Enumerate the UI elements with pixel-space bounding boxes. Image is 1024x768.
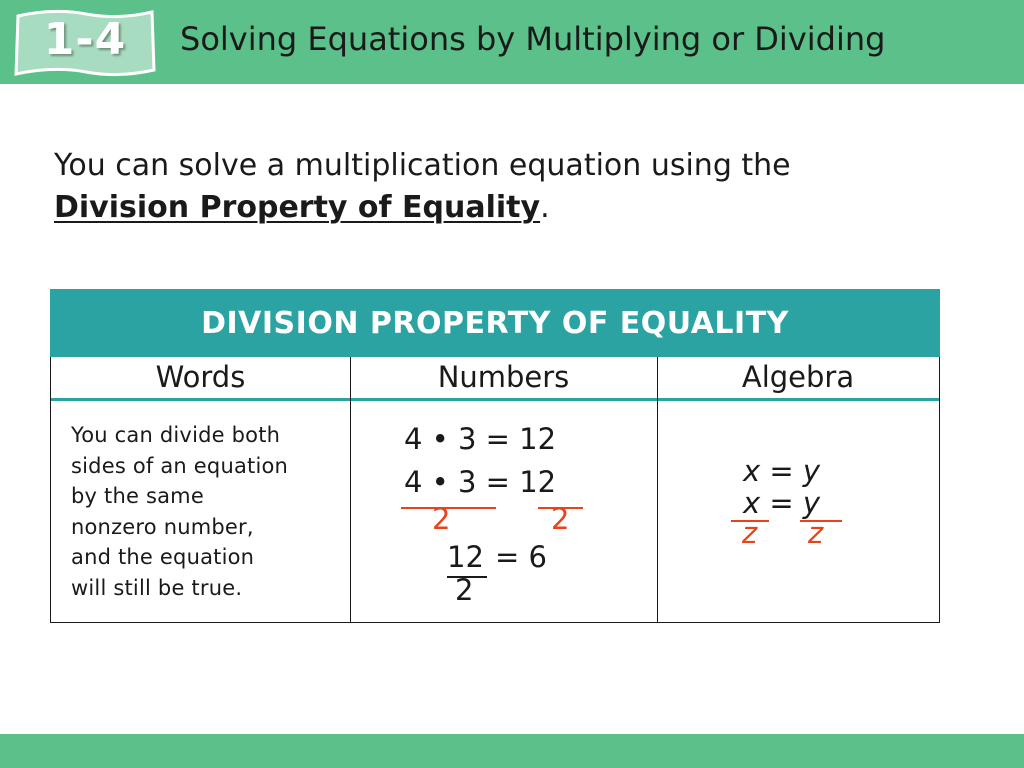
column-divider	[657, 357, 658, 622]
algebra-divisor-right: z	[808, 516, 824, 550]
words-line: sides of an equation	[71, 453, 289, 478]
intro-text: You can solve a multiplication equation using the	[54, 148, 791, 183]
words-line: will still be true.	[71, 575, 243, 600]
algebra-equals: =	[769, 486, 794, 520]
algebra-y: y	[802, 486, 821, 520]
words-cell	[71, 420, 341, 604]
intro-paragraph	[54, 145, 791, 229]
algebra-y: y	[802, 454, 821, 488]
numbers-rhs: 12	[519, 465, 557, 499]
numbers-result-numerator: 12	[447, 540, 484, 574]
algebra-divisor-left: z	[742, 516, 758, 550]
property-name: Division Property of Equality	[54, 190, 541, 225]
numbers-divisor-left: 2	[432, 502, 451, 536]
algebra-equals: =	[769, 454, 794, 488]
column-header-row	[51, 357, 939, 401]
column-divider	[350, 357, 351, 622]
table-body	[50, 357, 940, 623]
algebra-x: x	[743, 454, 761, 488]
lesson-badge	[14, 8, 156, 78]
algebra-division-numerators	[743, 486, 820, 520]
column-header-words: Words	[155, 360, 246, 394]
header-bar	[0, 0, 1024, 84]
slide-title: Solving Equations by Multiplying or Dividing	[180, 20, 886, 58]
intro-period: .	[540, 190, 550, 225]
lesson-number: 1-4	[43, 14, 127, 65]
words-line: You can divide both	[71, 423, 281, 447]
footer-bar	[0, 734, 1024, 768]
algebra-equation	[743, 454, 820, 488]
numbers-result-denominator: 2	[455, 573, 474, 607]
algebra-x: x	[743, 486, 761, 520]
numbers-equation: 4 • 3 = 12	[404, 422, 557, 456]
column-header-numbers: Numbers	[437, 360, 570, 394]
numbers-equals: =	[485, 465, 510, 499]
numbers-lhs: 4 • 3	[404, 465, 477, 499]
words-line: and the equation	[71, 545, 255, 570]
words-line: by the same	[71, 484, 204, 509]
numbers-divisor-right: 2	[551, 502, 570, 536]
column-header-algebra: Algebra	[741, 360, 855, 394]
numbers-division-numerators	[404, 465, 556, 499]
table-title: DIVISION PROPERTY OF EQUALITY	[50, 289, 940, 357]
property-table	[50, 289, 940, 623]
words-line: nonzero number,	[71, 514, 254, 539]
numbers-result: = 6	[495, 540, 547, 574]
